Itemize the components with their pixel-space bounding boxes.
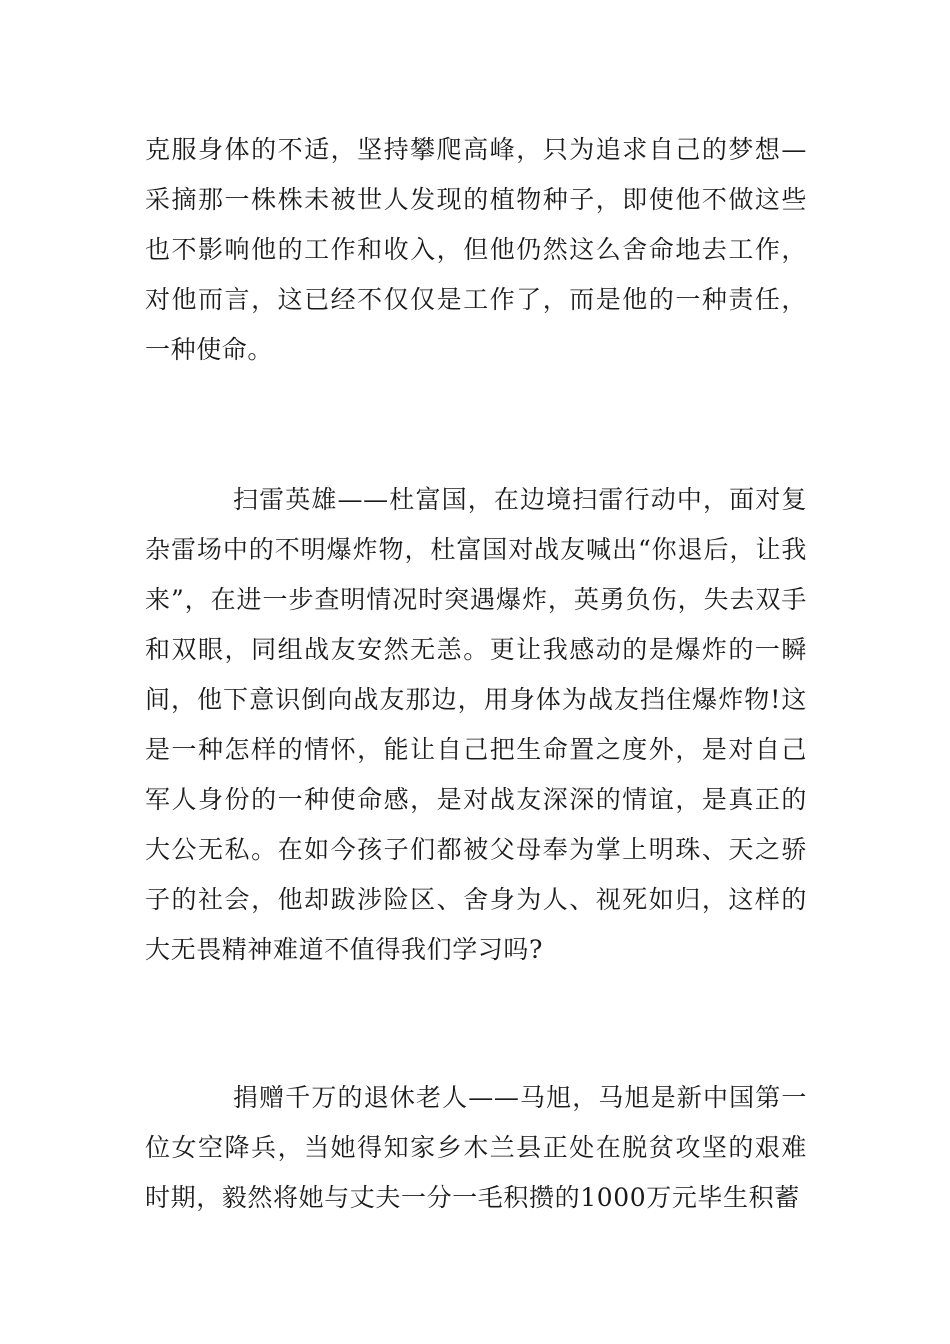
paragraph-du-fuguo: 扫雷英雄——杜富国，在边境扫雷行动中，面对复杂雷场中的不明爆炸物，杜富国对战友喊出“你退后，让我来”，在进一步查明情况时突遇爆炸，英勇负伤，失去双手和双眼，同组战友安然无恙。更让我感动的是爆炸的一瞬间，他下意识倒向战友那边，用身体为战友挡住爆炸物!这是一种怎样的情怀，能让自己把生命置之度外，是对自己军人身份的一种使命感，是对战友深深的情谊，是真正的大公无私。在如今孩子们都被父母奉为掌上明珠、天之骄子的社会，他却跋涉险区、舍身为人、视死如归，这样的大无畏精神难道不值得我们学习吗? [145,485,807,964]
paragraph-ma-xu: 捐赠千万的退休老人——马旭，马旭是新中国第一位女空降兵，当她得知家乡木兰县正处在脱贫攻坚的艰难时期，毅然将她与丈夫一分一毛积攒的1000万元毕生积蓄 [145,1083,807,1212]
paragraph-continuation: 克服身体的不适，坚持攀爬高峰，只为追求自己的梦想—采摘那一株株未被世人发现的植物种子，即使他不做这些也不影响他的工作和收入，但他仍然这么舍命地去工作，对他而言，这已经不仅仅是工作了，而是他的一种责任，一种使命。 [145,135,807,364]
